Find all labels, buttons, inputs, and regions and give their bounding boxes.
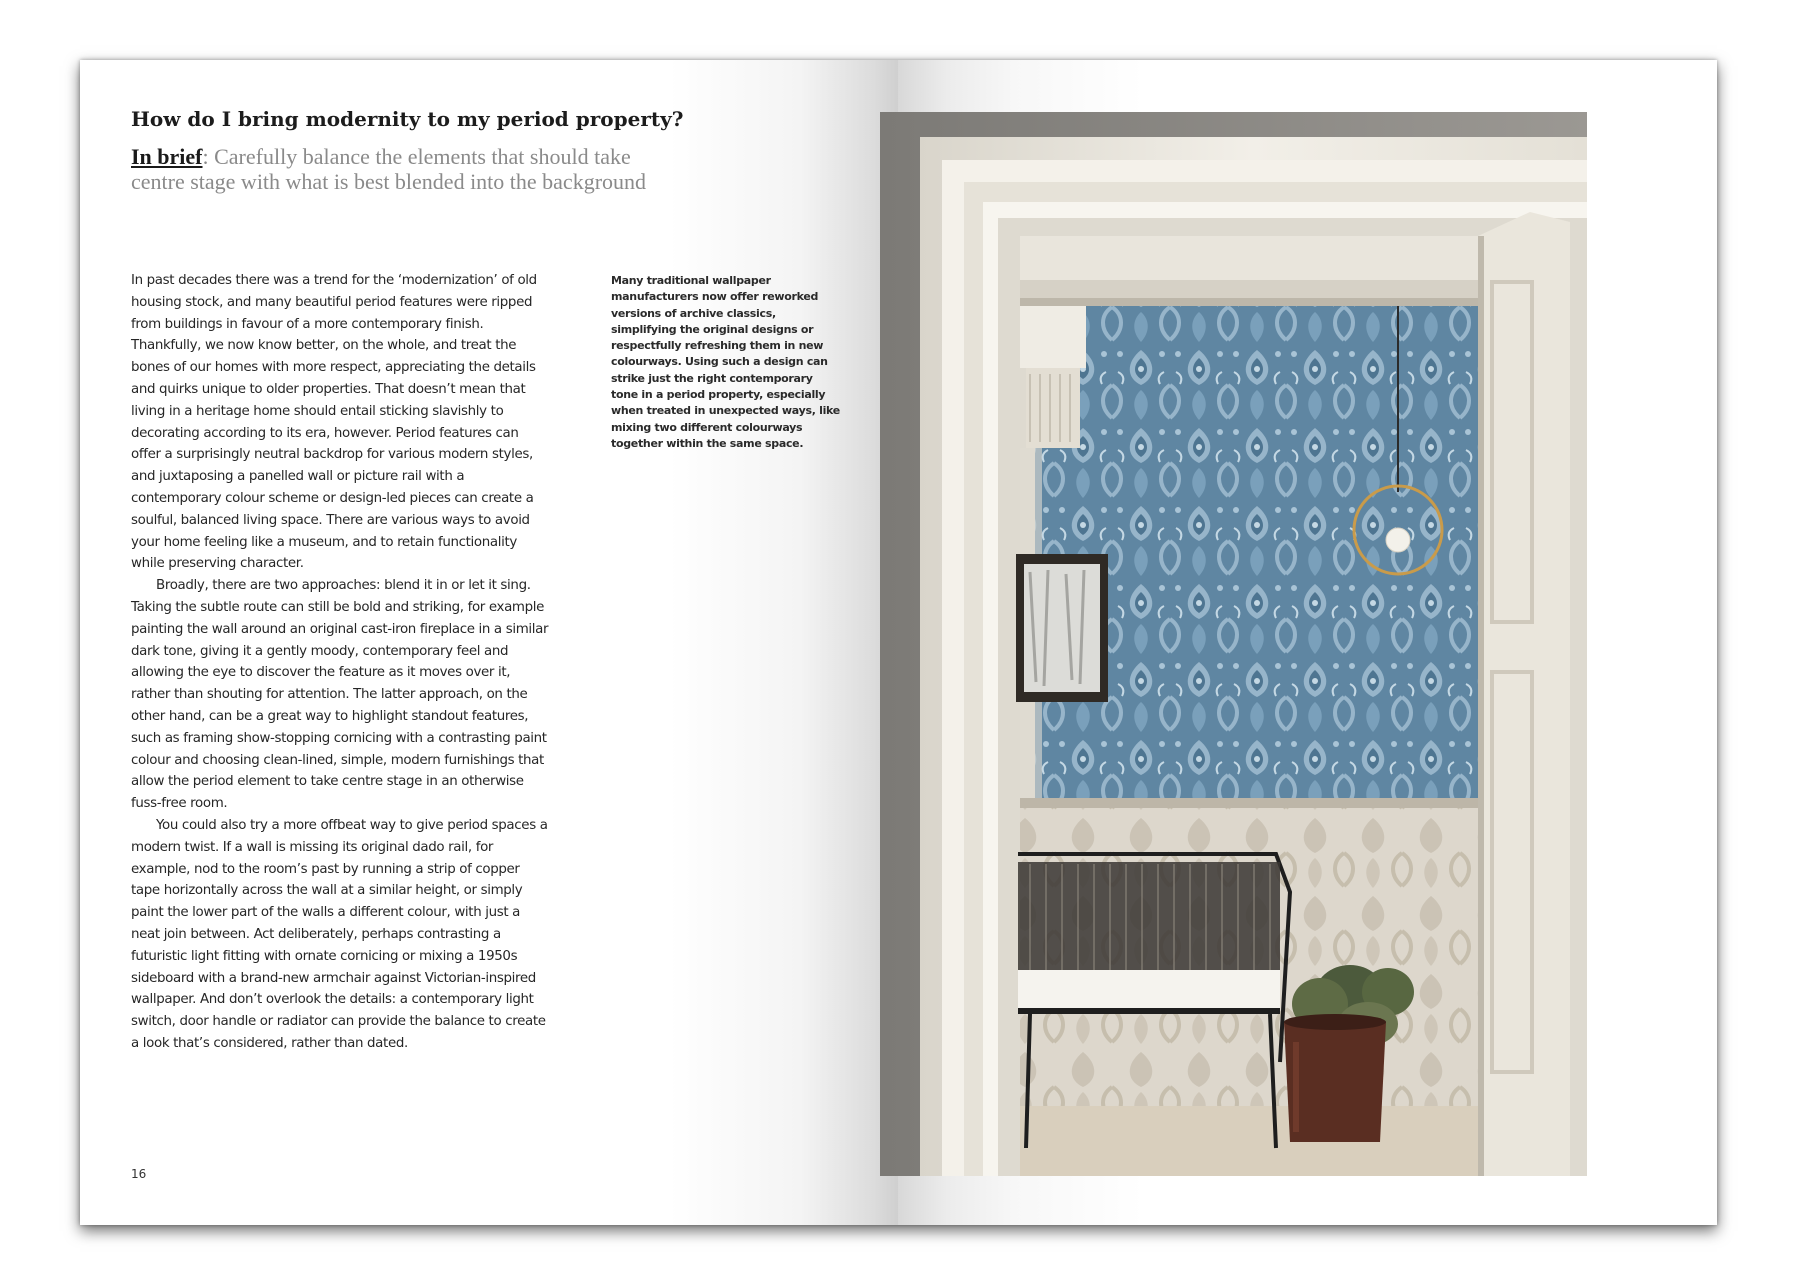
in-brief-label: In brief: [131, 144, 203, 169]
article-heading: How do I bring modernity to my period property?: [131, 107, 684, 131]
in-brief-text: : Carefully balance the elements that should take centre stage with what is best blended into the background: [131, 144, 647, 194]
body-paragraph-2: Broadly, there are two approaches: blend it in or let it sing. Taking the subtle route can still be bold and striking, for example painting the wall around an original cast-iron fireplace in a similar dark tone, giving it a gently moody, contemporary feel and allowing the eye to discover the feature as it moves over it, rather than shouting for attention. The latter approach, on the other hand, can be a great way to highlight standout features, such as framing show-stopping cornicing with a contrasting paint colour and choosing clean-lined, simple, modern furnishings that allow the period element to take centre stage in an otherwise fuss-free room.: [131, 578, 549, 812]
photo-caption: Many traditional wallpaper manufacturers now offer reworked versions of archive classics, simplifying the original designs or respectfully refreshing them in new colourways. Using such a design can strike just the right contemporary tone in a period property, especially when treated in unexpected ways, like mixing two different colourways together within the same space.: [611, 274, 840, 450]
in-brief-summary: [131, 144, 651, 194]
doorway-photo: [880, 112, 1587, 1176]
article-body: [131, 270, 551, 1055]
left-page: [80, 60, 898, 1225]
body-paragraph-3: You could also try a more offbeat way to give period spaces a modern twist. If a wall is missing its original dado rail, for example, nod to the room’s past by running a strip of copper tape horizontally across the wall at a similar height, or simply paint the lower part of the walls a different colour, with just a neat join between. Act deliberately, perhaps contrasting a futuristic light fitting with ornate cornicing or mixing a 1950s sideboard with a brand-new armchair against Victorian-inspired wallpaper. And don’t overlook the details: a contemporary light switch, door handle or radiator can provide the balance to create a look that’s considered, rather than dated.: [131, 817, 548, 1051]
body-paragraph-1: In past decades there was a trend for the ‘modernization’ of old housing stock, and many beautiful period features were ripped from buildings in favour of a more contemporary finish. Thankfully, we now know better, on the whole, and treat the bones of our homes with more respect, appreciating the details and quirks unique to older properties. That doesn’t mean that living in a heritage home should entail sticking slavishly to decorating according to its era, however. Period features can offer a surprisingly neutral backdrop for various modern styles, and juxtaposing a panelled wall or picture rail with a contemporary colour scheme or design-led pieces can create a soulful, balanced living space. There are various ways to avoid your home feeling like a museum, and to retain functionality while preserving character.: [131, 273, 537, 572]
blue-damask-wallpaper: [1035, 306, 1478, 798]
page-number: 16: [131, 1167, 147, 1181]
